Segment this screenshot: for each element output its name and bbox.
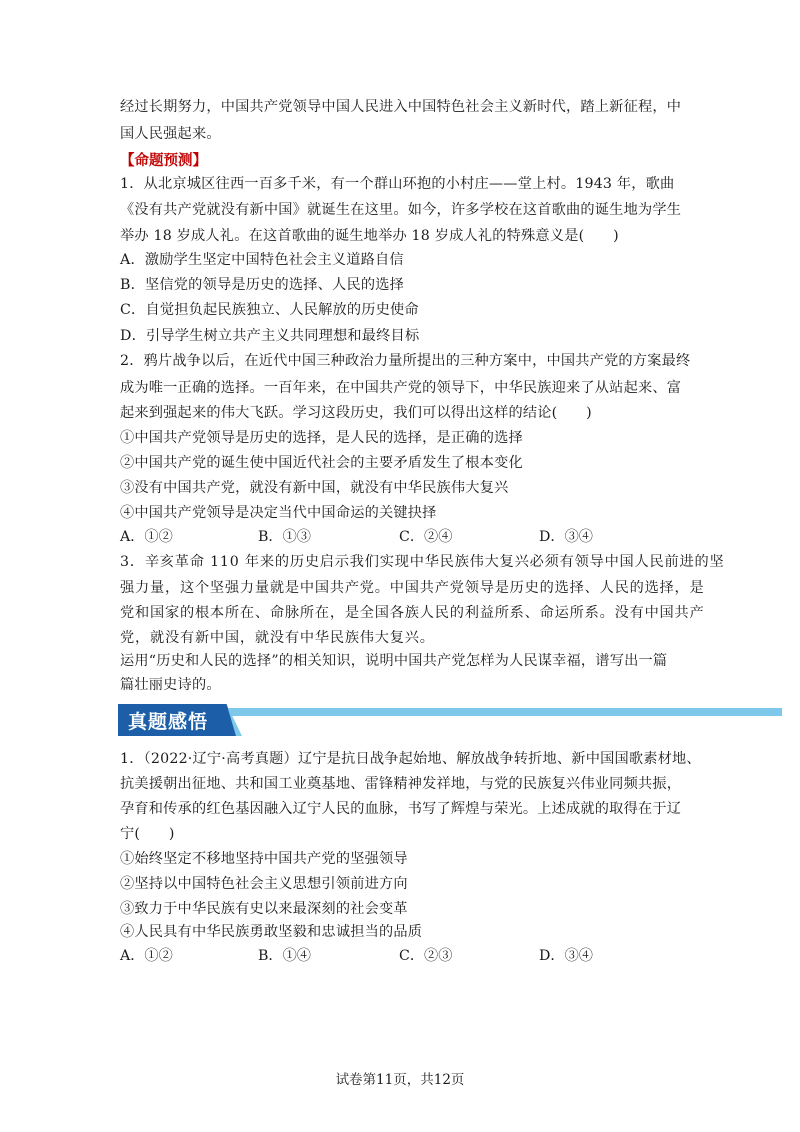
q4-line-2: 抗美援朝出征地、共和国工业奠基地、雷锋精神发祥地，与党的民族复兴伟业同频共振， <box>120 776 682 792</box>
q2-statement-4: ④中国共产党领导是决定当代中国命运的关键抉择 <box>120 505 437 521</box>
q3-line-3: 党和国家的根本所在、命脉所在，是全国各族人民的利益所系、命运所系。没有中国共产 <box>120 605 705 621</box>
page-footer: 试卷第11页，共12页 <box>335 1072 465 1088</box>
q4-line-4: 宁( ) <box>120 826 175 842</box>
q2-statement-3: ③没有中国共产党，就没有新中国，就没有中华民族伟大复兴 <box>120 480 509 496</box>
q1-option-b: B．坚信党的领导是历史的选择、人民的选择 <box>120 277 404 293</box>
q4-choice-a: A．①② <box>120 948 173 964</box>
q3-line-1: 3．辛亥革命 110 年来的历史启示我们实现中华民族伟大复兴必须有领导中国人民前进的坚 <box>120 554 725 570</box>
section-heading-prediction: 【命题预测】 <box>120 152 207 169</box>
q1-line-1: 1．从北京城区往西一百多千米，有一个群山环抱的小村庄——堂上村。1943 年，歌曲 <box>120 176 675 192</box>
q1-option-a: A．激励学生坚定中国特色社会主义道路自信 <box>120 252 404 268</box>
q4-statement-2: ②坚持以中国特色社会主义思想引领前进方向 <box>120 876 408 892</box>
q2-statement-1: ①中国共产党领导是历史的选择，是人民的选择，是正确的选择 <box>120 430 523 446</box>
intro-line-1: 经过长期努力，中国共产党领导中国人民进入中国特色社会主义新时代，踏上新征程，中 <box>120 99 682 115</box>
q2-line-2: 成为唯一正确的选择。一百年来，在中国共产党的领导下，中华民族迎来了从站起来、富 <box>120 380 682 396</box>
section-banner <box>118 704 782 736</box>
q4-statement-1: ①始终坚定不移地坚持中国共产党的坚强领导 <box>120 851 408 867</box>
q4-statement-3: ③致力于中华民族有史以来最深刻的社会变革 <box>120 901 408 917</box>
q4-line-3: 孕育和传承的红色基因融入辽宁人民的血脉，书写了辉煌与荣光。上述成就的取得在于辽 <box>120 801 682 817</box>
q4-choice-c: C．②③ <box>399 948 453 964</box>
q1-line-3: 举办 18 岁成人礼。在这首歌曲的诞生地举办 18 岁成人礼的特殊意义是( ) <box>120 228 619 244</box>
q1-option-c: C．自觉担负起民族独立、人民解放的历史使命 <box>120 302 419 318</box>
banner-title: 真题感悟 <box>128 711 209 733</box>
q2-choice-b: B．①③ <box>258 529 311 545</box>
q2-choice-a: A．①② <box>120 529 173 545</box>
q2-line-3: 起来到强起来的伟大飞跃。学习这段历史，我们可以得出这样的结论( ) <box>120 405 592 421</box>
q4-choice-d: D．③④ <box>539 948 593 964</box>
q1-line-2: 《没有共产党就没有新中国》就诞生在这里。如今，许多学校在这首歌曲的诞生地为学生 <box>120 202 682 218</box>
q3-line-6: 篇壮丽史诗的。 <box>120 677 221 693</box>
q4-line-1: 1．（2022·辽宁·高考真题）辽宁是抗日战争起始地、解放战争转折地、新中国国歌素材地、 <box>120 751 701 767</box>
q3-line-2: 强力量，这个坚强力量就是中国共产党。中国共产党领导是历史的选择、人民的选择，是 <box>120 580 705 596</box>
q2-choice-d: D．③④ <box>539 529 593 545</box>
q4-statement-4: ④人民具有中华民族勇敢坚毅和忠诚担当的品质 <box>120 924 423 940</box>
q2-statement-2: ②中国共产党的诞生使中国近代社会的主要矛盾发生了根本变化 <box>120 455 523 471</box>
q3-line-4: 党，就没有新中国，就没有中华民族伟大复兴。 <box>120 630 435 646</box>
q2-line-1: 2．鸦片战争以后，在近代中国三种政治力量所提出的三种方案中，中国共产党的方案最终 <box>120 353 691 369</box>
intro-line-2: 国人民强起来。 <box>120 126 221 142</box>
q3-line-5: 运用“历史和人民的选择”的相关知识，说明中国共产党怎样为人民谋幸福，谱写出一篇 <box>120 653 668 669</box>
q4-choice-b: B．①④ <box>258 948 311 964</box>
q1-option-d: D．引导学生树立共产主义共同理想和最终目标 <box>120 328 420 344</box>
q2-choice-c: C．②④ <box>399 529 453 545</box>
banner-bar <box>214 708 782 716</box>
